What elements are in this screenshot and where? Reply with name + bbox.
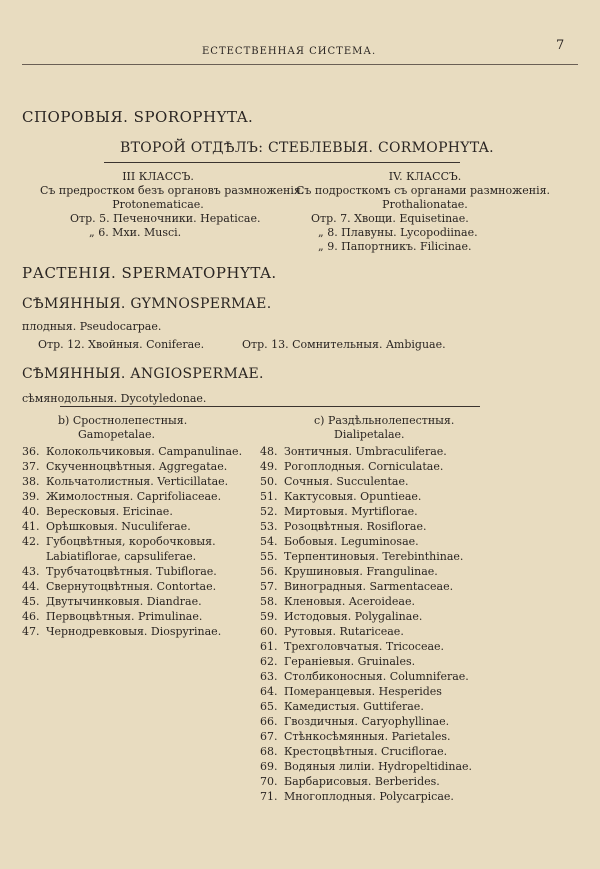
class4-order: Отр. 7. Хвощи. Equisetinae. [311, 212, 469, 225]
class3-desc: Съ предростком безъ органовъ размноженія. [40, 184, 305, 197]
list-item [260, 609, 472, 624]
order-name: Миртовыя. Myrtiflorae. [284, 505, 418, 518]
order-name: Орѣшковыя. Nuculiferae. [46, 520, 191, 533]
order-name: Гвоздичныя. Caryophyllinae. [284, 715, 450, 728]
order-name: Двутычинковыя. Diandrae. [46, 595, 202, 608]
list-item [260, 534, 472, 549]
spore-heading: СПОРОВЫЯ. SPOROPHYTA. [22, 108, 254, 126]
class4-latin: Prothalionatae. [382, 198, 468, 211]
order-number: 44. [22, 580, 40, 593]
list-item [22, 609, 242, 624]
list-item [260, 564, 472, 579]
order-number: 50. [260, 475, 278, 488]
list-item [260, 444, 472, 459]
list-item [22, 519, 242, 534]
order-number: 48. [260, 445, 278, 458]
header-rule [22, 64, 578, 65]
list-item [260, 639, 472, 654]
order-name: Терпентиновыя. Terebinthinae. [284, 550, 464, 563]
order-number: 71. [260, 790, 278, 803]
order-name: Стѣнкосѣмянныя. Parietales. [284, 730, 451, 743]
class4-order: „ 9. Папортникъ. Filicinae. [318, 240, 472, 253]
list-item [260, 474, 472, 489]
order-number: 54. [260, 535, 278, 548]
list-item [260, 549, 472, 564]
list-item [260, 519, 472, 534]
list-item [260, 789, 472, 804]
order-name: Трехголовчатыя. Tricoceae. [284, 640, 445, 653]
list-item [22, 549, 242, 564]
list-item [260, 714, 472, 729]
order-number: 57. [260, 580, 278, 593]
order-number: 65. [260, 700, 278, 713]
list-item [260, 729, 472, 744]
list-item [260, 684, 472, 699]
order-name: Трубчатоцвѣтныя. Tubiflorae. [46, 565, 217, 578]
list-item [260, 489, 472, 504]
list-item [260, 624, 472, 639]
list-item [260, 654, 472, 669]
list-item [260, 594, 472, 609]
order-number: 58. [260, 595, 278, 608]
list-item [22, 444, 242, 459]
group-c-list [260, 444, 472, 804]
order-number: 61. [260, 640, 278, 653]
division-title: ВТОРОЙ ОТДѢЛЪ: СТЕБЛЕВЫЯ. CORMOPHYTA. [120, 140, 494, 156]
order-name: Крушиновыя. Frangulinae. [284, 565, 438, 578]
order-number: 59. [260, 610, 278, 623]
order-number: 36. [22, 445, 40, 458]
order-number: 40. [22, 505, 40, 518]
list-item [22, 459, 242, 474]
order-name: Камедистыя. Guttiferae. [284, 700, 424, 713]
list-item [22, 564, 242, 579]
order-name: Крестоцвѣтныя. Cruciflorae. [284, 745, 448, 758]
class3-order: Отр. 5. Печеночники. Hepaticae. [70, 212, 261, 225]
list-item [22, 594, 242, 609]
list-item [260, 579, 472, 594]
order-name: Рутовыя. Rutariceae. [284, 625, 404, 638]
order-number: 66. [260, 715, 278, 728]
order-name: Виноградныя. Sarmentaceae. [284, 580, 454, 593]
order-number: 55. [260, 550, 278, 563]
seed-heading: РАСТЕНІЯ. SPERMATOPHYTA. [22, 264, 277, 282]
order-name: Колокольчиковыя. Campanulinae. [46, 445, 243, 458]
order-number: 49. [260, 460, 278, 473]
angio-heading: СѢМЯННЫЯ. ANGIOSPERMAE. [22, 366, 264, 382]
division-rule [104, 162, 460, 163]
list-item [22, 489, 242, 504]
order-number: 52. [260, 505, 278, 518]
order-number: 63. [260, 670, 278, 683]
class4-title: IV. КЛАССЪ. [388, 170, 462, 183]
class3-latin: Protonematicae. [112, 198, 204, 211]
running-header: ЕСТЕСТВЕННАЯ СИСТЕМА. [202, 46, 377, 57]
order-number: 70. [260, 775, 278, 788]
order-number: 64. [260, 685, 278, 698]
order-name: Вересковыя. Ericinae. [46, 505, 173, 518]
order-number: 68. [260, 745, 278, 758]
group-b-latin: Gamopetalae. [78, 428, 156, 441]
list-item [260, 759, 472, 774]
group-c-title: c) Раздѣльнолепестныя. [314, 414, 455, 427]
order-number: 39. [22, 490, 40, 503]
order-number: 69. [260, 760, 278, 773]
order-name: Барбарисовыя. Berberides. [284, 775, 440, 788]
order-name: Губоцвѣтныя, коробочковыя. [46, 535, 216, 548]
angio-sub: сѣмянодольныя. Dycotyledonae. [22, 392, 207, 405]
order-name: Зонтичныя. Umbraculiferae. [284, 445, 447, 458]
order-number: 46. [22, 610, 40, 623]
order-name: Кленовыя. Aceroideae. [284, 595, 415, 608]
group-b-title: b) Сростнолепестныя. [58, 414, 188, 427]
order-number: 53. [260, 520, 278, 533]
list-item [22, 579, 242, 594]
order-number: 47. [22, 625, 40, 638]
page-number: 7 [556, 38, 565, 53]
class3-order: „ 6. Мхи. Musci. [89, 226, 182, 239]
group-c-latin: Dialipetalae. [334, 428, 405, 441]
order-name: Кольчатолистныя. Verticillatae. [46, 475, 229, 488]
order-name: Labiatiflorae, capsuliferae. [46, 550, 197, 563]
order-name: Сочныя. Succulentae. [284, 475, 409, 488]
list-item [260, 669, 472, 684]
order-name: Померанцевыя. Hesperides [284, 685, 442, 698]
list-item [22, 474, 242, 489]
order-name: Скученноцвѣтныя. Aggregatae. [46, 460, 228, 473]
order-number: 67. [260, 730, 278, 743]
list-item [22, 624, 242, 639]
order-name: Бобовыя. Leguminosae. [284, 535, 419, 548]
gymno-order-12: Отр. 12. Хвойныя. Coniferae. [38, 338, 205, 351]
gymno-heading: СѢМЯННЫЯ. GYMNOSPERMAE. [22, 296, 272, 312]
order-number: 37. [22, 460, 40, 473]
order-name: Кактусовыя. Opuntieae. [284, 490, 422, 503]
order-name: Геранiевыя. Gruinales. [284, 655, 416, 668]
list-item [22, 534, 242, 549]
order-name: Столбиконосныя. Columniferae. [284, 670, 469, 683]
order-name: Рогоплодныя. Corniculatae. [284, 460, 444, 473]
class4-desc: Съ подросткомъ съ органами размноженія. [296, 184, 551, 197]
order-number: 62. [260, 655, 278, 668]
class4-order: „ 8. Плавуны. Lycopodiinae. [318, 226, 478, 239]
order-name: Первоцвѣтныя. Primulinae. [46, 610, 203, 623]
order-number: 38. [22, 475, 40, 488]
gymno-sub: плодныя. Pseudocarpae. [22, 320, 162, 333]
order-number: 60. [260, 625, 278, 638]
order-name: Розоцвѣтныя. Rosiflorae. [284, 520, 427, 533]
order-name: Свернутоцвѣтныя. Contortae. [46, 580, 217, 593]
order-number: 41. [22, 520, 40, 533]
list-item [260, 459, 472, 474]
list-item [22, 504, 242, 519]
order-number: 51. [260, 490, 278, 503]
order-name: Истодовыя. Polygalinae. [284, 610, 423, 623]
angio-rule [60, 406, 480, 407]
order-name: Многоплодныя. Polycarpicae. [284, 790, 454, 803]
list-item [260, 774, 472, 789]
list-item [260, 744, 472, 759]
list-item [260, 504, 472, 519]
list-item [260, 699, 472, 714]
order-name: Водяныя лиліи. Hydropeltidinae. [284, 760, 473, 773]
order-name: Чернодревковыя. Diospyrinae. [46, 625, 222, 638]
order-number: 56. [260, 565, 278, 578]
order-number: 42. [22, 535, 40, 548]
group-b-list [22, 444, 242, 639]
class3-title: III КЛАССЪ. [122, 170, 194, 183]
order-number: 45. [22, 595, 40, 608]
order-name: Жимолостныя. Caprifoliaceae. [46, 490, 222, 503]
order-number: 43. [22, 565, 40, 578]
gymno-order-13: Отр. 13. Сомнительныя. Ambiguae. [242, 338, 446, 351]
